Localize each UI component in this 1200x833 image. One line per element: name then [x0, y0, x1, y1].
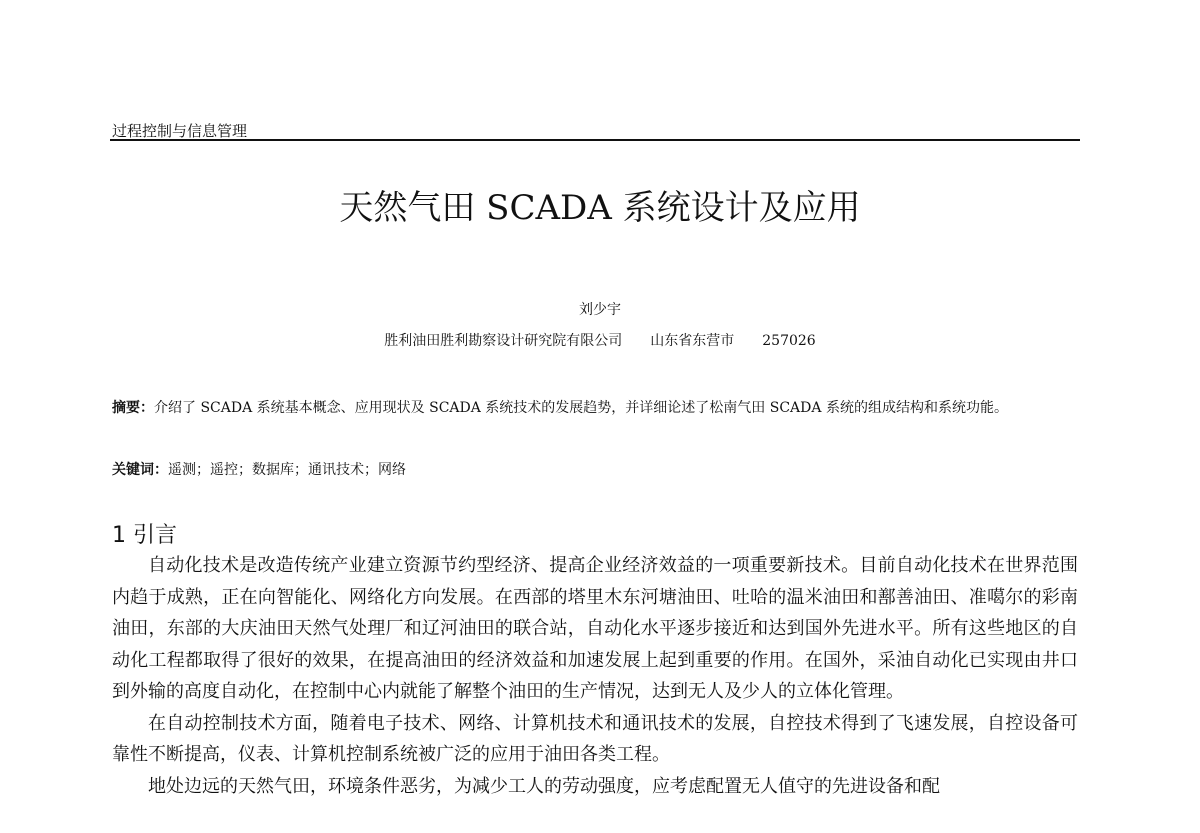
abstract-text: 介绍了 SCADA 系统基本概念、应用现状及 SCADA 系统技术的发展趋势，并详细论述了松南气田 SCADA 系统的组成结构和系统功能。	[154, 400, 1008, 416]
body-paragraph: 自动化技术是改造传统产业建立资源节约型经济、提高企业经济效益的一项重要新技术。目前自动化技术在世界范围内趋于成熟，正在向智能化、网络化方向发展。在西部的塔里木东河塘油田、吐哈的温米油田和鄯善油田、准噶尔的彩南油田，东部的大庆油田天然气处理厂和辽河油田的联合站，自动化水平逐步接近和达到国外先进水平。所有这些地区的自动化工程都取得了很好的效果，在提高油田的经济效益和加速发展上起到重要的作用。在国外，采油自动化已实现由井口到外输的高度自动化，在控制中心内就能了解整个油田的生产情况，达到无人及少人的立体化管理。	[112, 555, 1078, 702]
abstract-label: 摘要：	[112, 400, 154, 416]
keywords-label: 关键词：	[112, 462, 168, 478]
keywords	[112, 458, 1082, 482]
affiliation-location: 山东省东营市	[650, 333, 735, 349]
affiliation-line	[0, 330, 1200, 350]
keywords-text: 遥测；遥控；数据库；通讯技术；网络	[168, 462, 406, 478]
running-header: 过程控制与信息管理	[112, 122, 248, 140]
author-name: 刘少宇	[579, 302, 621, 318]
body-paragraph: 地处边远的天然气田，环境条件恶劣，为减少工人的劳动强度，应考虑配置无人值守的先进设备和配	[148, 775, 940, 797]
article-title: 天然气田 SCADA 系统设计及应用	[339, 188, 861, 228]
section-heading: 1 引言	[112, 523, 177, 548]
section-body	[112, 550, 1078, 802]
affiliation-postcode: 257026	[762, 333, 816, 349]
affiliation-organization: 胜利油田胜利勘察设计研究院有限公司	[384, 333, 623, 349]
body-paragraph: 在自动控制技术方面，随着电子技术、网络、计算机技术和通讯技术的发展，自控技术得到了飞速发展，自控设备可靠性不断提高，仪表、计算机控制系统被广泛的应用于油田各类工程。	[112, 712, 1078, 765]
header-rule	[110, 139, 1080, 141]
abstract	[112, 392, 1082, 424]
